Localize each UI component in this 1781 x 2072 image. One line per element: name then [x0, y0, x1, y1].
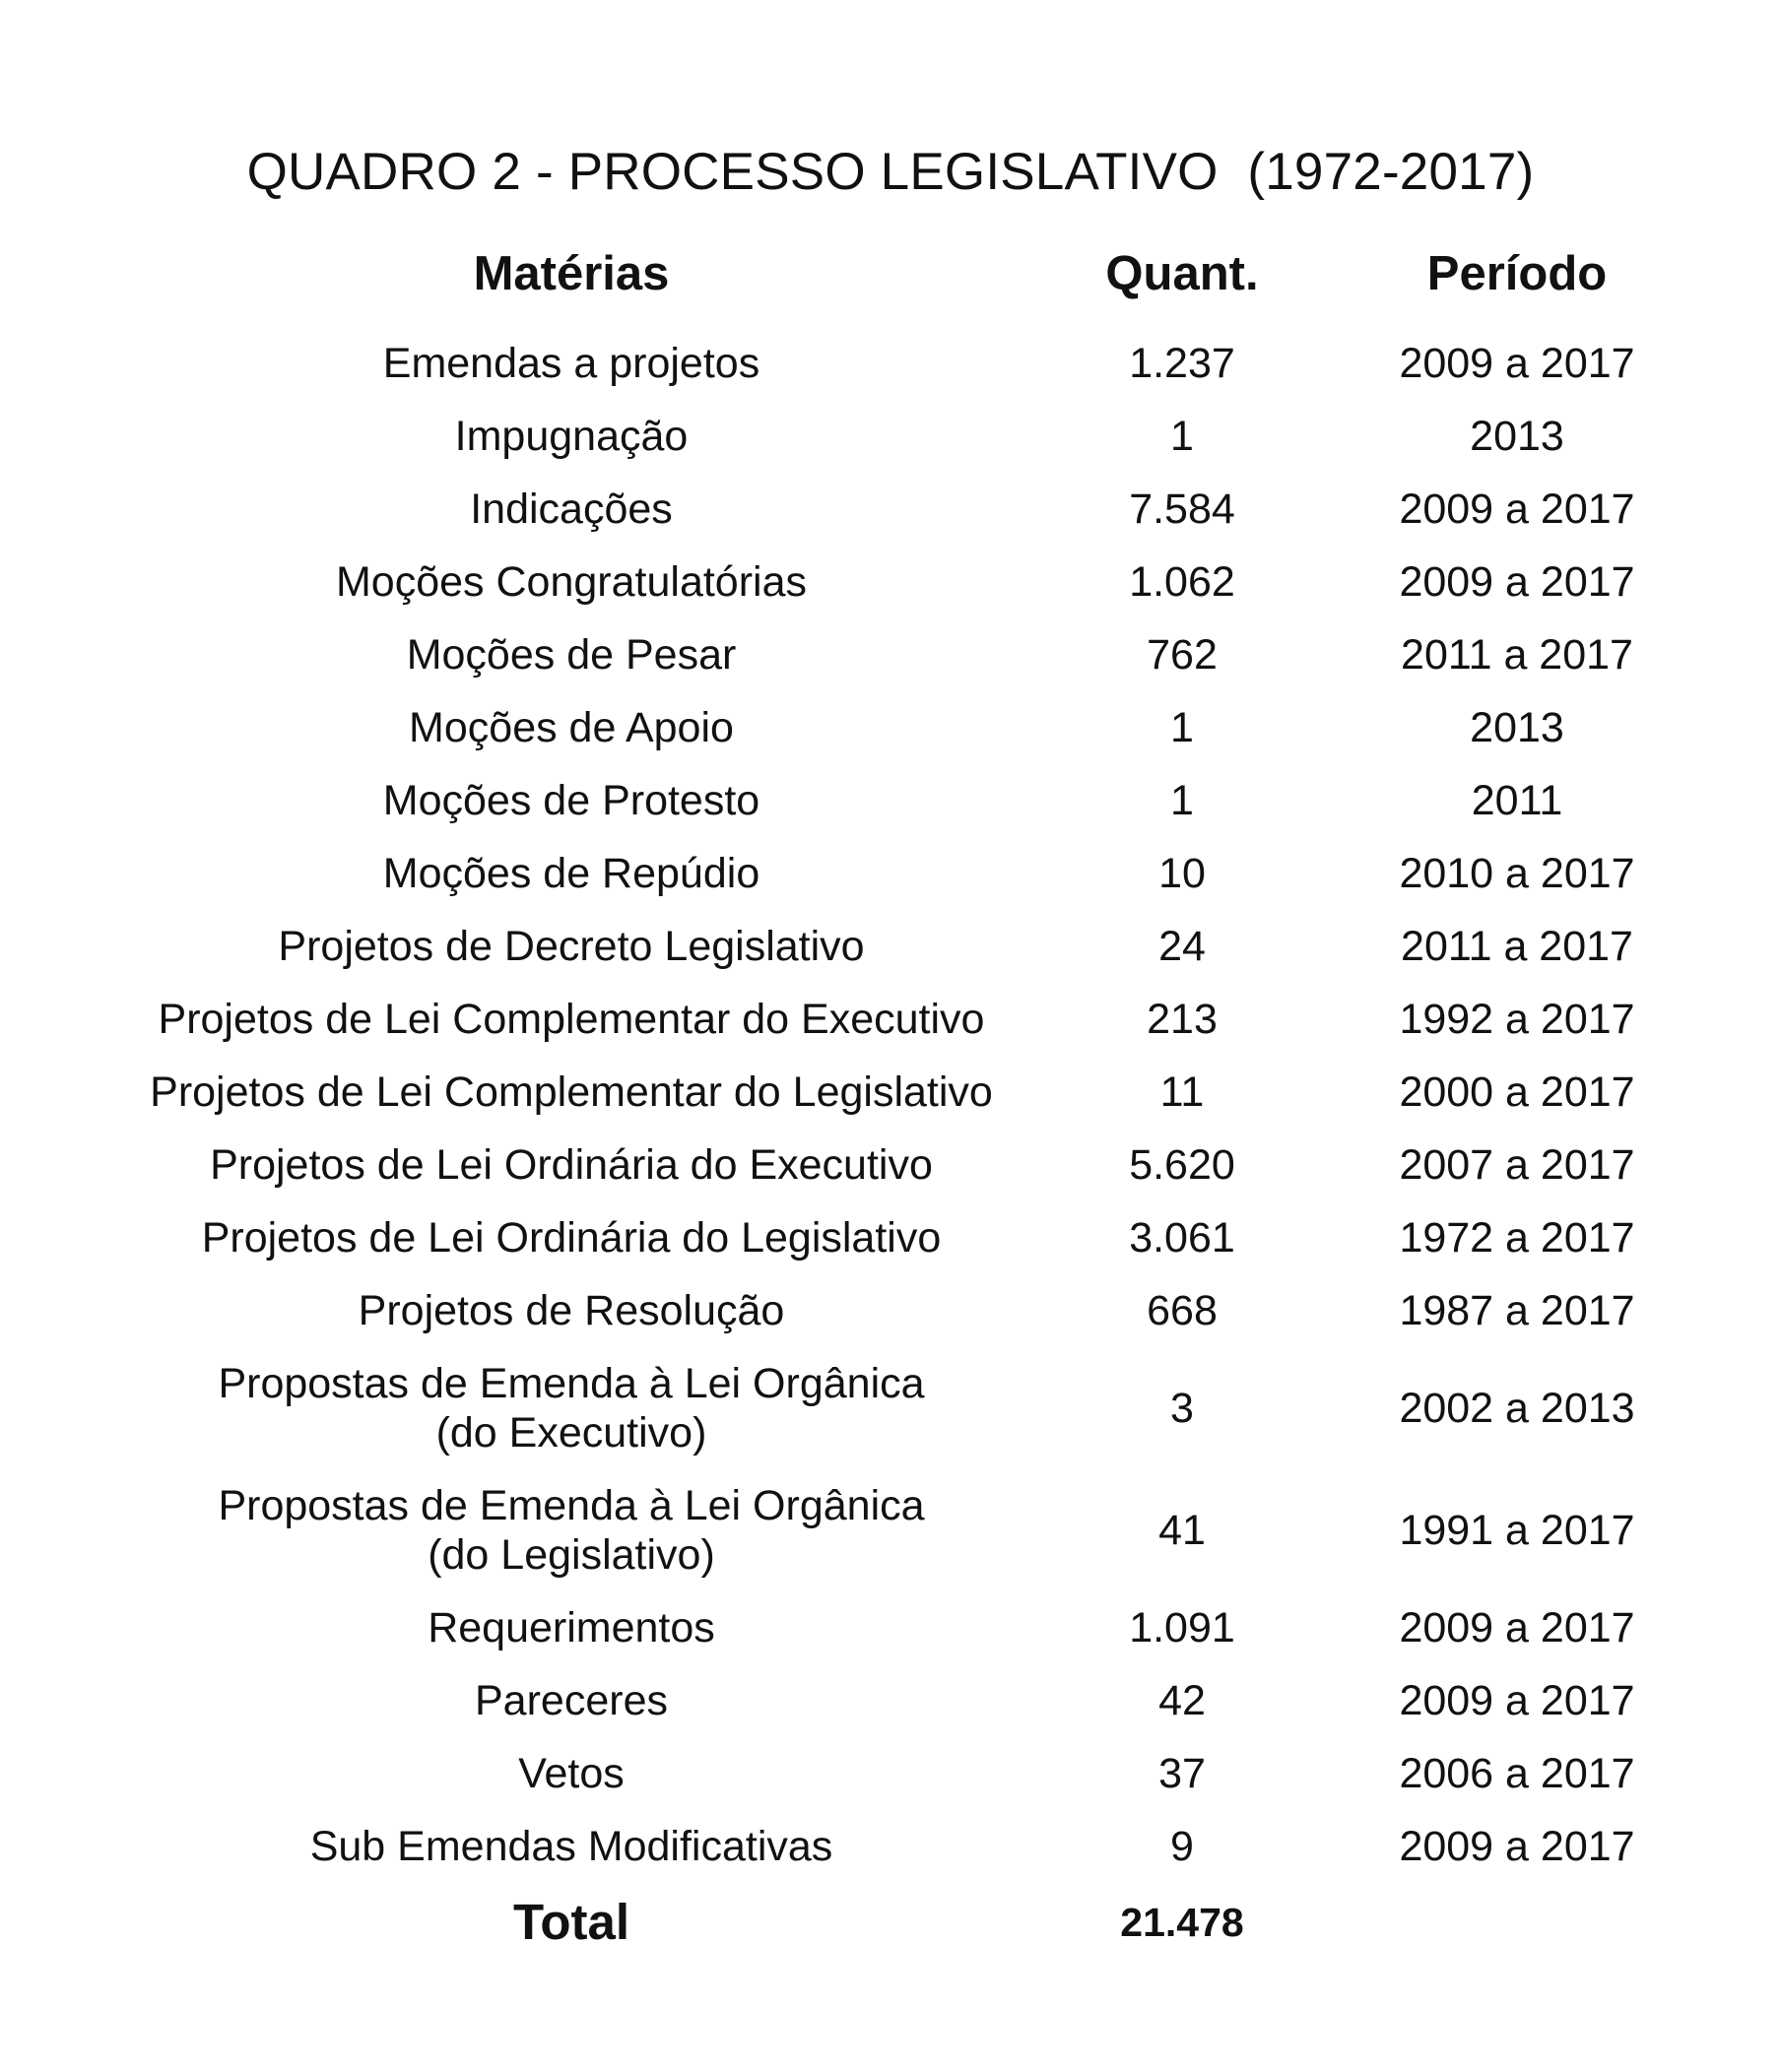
row-materia: Indicações — [470, 486, 673, 533]
table-header-row — [0, 244, 1781, 303]
table-row — [0, 1274, 1781, 1347]
row-periodo: 2009 a 2017 — [1399, 1677, 1635, 1724]
row-periodo: 1992 a 2017 — [1399, 996, 1635, 1043]
row-quant: 762 — [1147, 631, 1218, 679]
row-quant: 1.237 — [1129, 340, 1235, 387]
row-periodo: 2011 — [1471, 777, 1563, 824]
page-title: QUADRO 2 - PROCESSO LEGISLATIVO (1972-2017) — [246, 143, 1535, 201]
table-row — [0, 546, 1781, 618]
row-periodo: 2009 a 2017 — [1399, 1823, 1635, 1870]
table-row — [0, 1591, 1781, 1664]
row-materia: Moções de Protesto — [382, 777, 760, 824]
row-quant: 1 — [1170, 413, 1194, 460]
row-materia: Propostas de Emenda à Lei Orgânica (do Legislativo) — [218, 1482, 925, 1579]
row-periodo: 2009 a 2017 — [1399, 340, 1635, 387]
row-quant: 37 — [1158, 1750, 1206, 1797]
table-row — [0, 691, 1781, 764]
row-materia: Projetos de Lei Complementar do Executivo — [158, 996, 985, 1043]
row-materia: Projetos de Decreto Legislativo — [278, 923, 865, 970]
row-materia: Propostas de Emenda à Lei Orgânica (do Executivo) — [218, 1360, 925, 1457]
row-materia: Moções de Repúdio — [382, 850, 760, 897]
row-materia: Projetos de Lei Ordinária do Legislativo — [201, 1214, 942, 1262]
table-row — [0, 1469, 1781, 1591]
row-materia: Vetos — [518, 1750, 625, 1797]
header-periodo: Período — [1426, 247, 1608, 300]
table-row — [0, 764, 1781, 837]
row-quant: 41 — [1158, 1507, 1206, 1554]
row-materia: Projetos de Lei Complementar do Legislativo — [150, 1068, 993, 1116]
row-periodo: 2011 a 2017 — [1401, 631, 1633, 679]
header-quant: Quant. — [1105, 247, 1259, 300]
table-row — [0, 1347, 1781, 1469]
row-quant: 1 — [1170, 704, 1194, 751]
row-periodo: 2009 a 2017 — [1399, 486, 1635, 533]
table-row — [0, 473, 1781, 546]
row-quant: 10 — [1158, 850, 1206, 897]
header-materias: Matérias — [473, 247, 670, 300]
row-periodo: 2009 a 2017 — [1399, 558, 1635, 606]
row-periodo: 2011 a 2017 — [1401, 923, 1633, 970]
row-materia: Sub Emendas Modificativas — [309, 1823, 833, 1870]
row-materia: Moções de Pesar — [406, 631, 737, 679]
row-periodo: 2013 — [1470, 704, 1564, 751]
row-materia: Projetos de Resolução — [358, 1287, 785, 1334]
legislative-table — [0, 244, 1781, 1962]
total-quant: 21.478 — [1120, 1900, 1244, 1945]
row-periodo: 1987 a 2017 — [1399, 1287, 1635, 1334]
row-materia: Requerimentos — [428, 1604, 715, 1651]
row-quant: 213 — [1147, 996, 1218, 1043]
table-row — [0, 1201, 1781, 1274]
row-materia: Projetos de Lei Ordinária do Executivo — [210, 1141, 933, 1189]
row-materia: Moções de Apoio — [409, 704, 734, 751]
table-row — [0, 910, 1781, 983]
row-materia: Moções Congratulatórias — [335, 558, 808, 606]
row-materia: Pareceres — [475, 1677, 668, 1724]
row-periodo: 1991 a 2017 — [1399, 1507, 1635, 1554]
row-quant: 11 — [1159, 1068, 1205, 1116]
row-materia: Impugnação — [454, 413, 689, 460]
row-quant: 5.620 — [1129, 1141, 1235, 1189]
row-quant: 1.062 — [1129, 558, 1235, 606]
row-periodo: 1972 a 2017 — [1399, 1214, 1635, 1262]
table-row — [0, 327, 1781, 400]
total-row — [0, 1883, 1781, 1962]
table-row — [0, 400, 1781, 473]
row-quant: 3 — [1170, 1385, 1194, 1432]
table-row — [0, 837, 1781, 910]
table-row — [0, 1664, 1781, 1737]
row-materia: Emendas a projetos — [382, 340, 760, 387]
table-row — [0, 618, 1781, 691]
row-periodo: 2010 a 2017 — [1399, 850, 1635, 897]
row-quant: 1.091 — [1129, 1604, 1235, 1651]
table-row — [0, 1129, 1781, 1201]
row-periodo: 2006 a 2017 — [1399, 1750, 1635, 1797]
table-row — [0, 1056, 1781, 1129]
row-periodo: 2007 a 2017 — [1399, 1141, 1635, 1189]
row-quant: 668 — [1147, 1287, 1218, 1334]
table-row — [0, 983, 1781, 1056]
total-label: Total — [512, 1894, 630, 1950]
row-quant: 42 — [1158, 1677, 1206, 1724]
row-periodo: 2002 a 2013 — [1399, 1385, 1635, 1432]
row-quant: 24 — [1158, 923, 1206, 970]
row-quant: 7.584 — [1129, 486, 1235, 533]
row-periodo: 2009 a 2017 — [1399, 1604, 1635, 1651]
row-periodo: 2013 — [1470, 413, 1564, 460]
table-row — [0, 1810, 1781, 1883]
row-periodo: 2000 a 2017 — [1399, 1068, 1635, 1116]
table-row — [0, 1737, 1781, 1810]
row-quant: 3.061 — [1129, 1214, 1235, 1262]
row-quant: 9 — [1170, 1823, 1194, 1870]
row-quant: 1 — [1170, 777, 1194, 824]
